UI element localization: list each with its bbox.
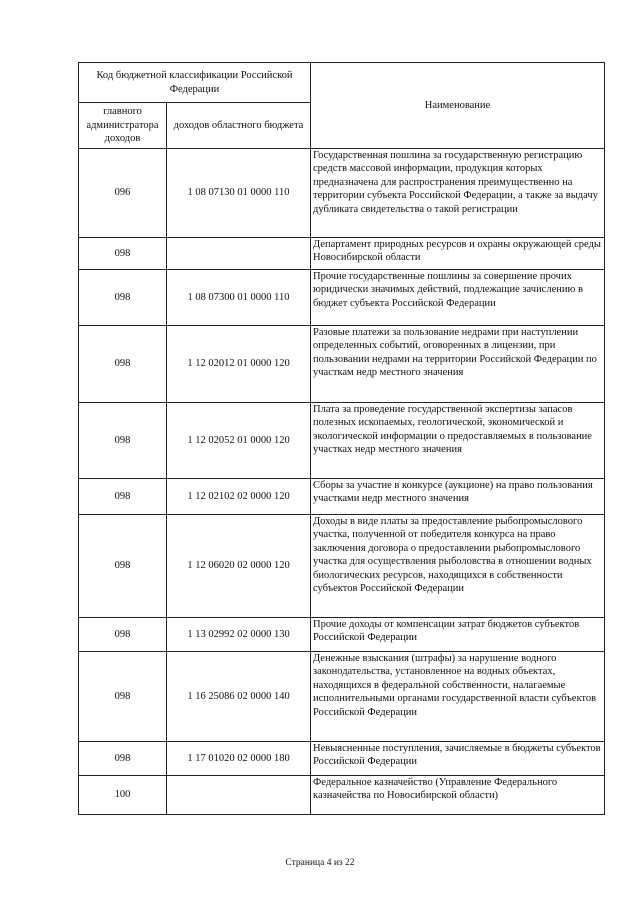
table-row <box>79 149 605 238</box>
table-row <box>79 776 605 815</box>
income-code-cell: 1 08 07130 01 0000 110 <box>167 149 311 238</box>
admin-code-cell: 098 <box>79 652 167 742</box>
income-code-cell <box>167 776 311 815</box>
header-name-column: Наименование <box>311 63 605 149</box>
name-cell: Невыясненные поступления, зачисляемые в бюджеты субъектов Российской Федерации <box>311 742 605 776</box>
admin-code-cell: 098 <box>79 618 167 652</box>
income-code-cell: 1 12 02052 01 0000 120 <box>167 403 311 479</box>
income-code-cell: 1 12 06020 02 0000 120 <box>167 515 311 618</box>
table-row <box>79 742 605 776</box>
table-row <box>79 652 605 742</box>
admin-code-cell: 098 <box>79 742 167 776</box>
name-cell: Департамент природных ресурсов и охраны окружающей среды Новосибирской области <box>311 238 605 270</box>
name-cell: Доходы в виде платы за предоставление рыбопромыслового участка, полученной от победителя конкурса на право заключения договора о предоставлении рыбопромыслового участка для осуществления рыболовства в отношении водных биологических ресурсов, находящихся в собственности субъектов Российской Федерации <box>311 515 605 618</box>
name-cell: Сборы за участие в конкурсе (аукционе) на право пользования участками недр местного значения <box>311 479 605 515</box>
header-code-group: Код бюджетной классификации Российской Федерации <box>79 63 311 103</box>
admin-code-cell: 098 <box>79 238 167 270</box>
budget-classification-table <box>78 62 605 815</box>
admin-code-cell: 098 <box>79 270 167 326</box>
table-row <box>79 515 605 618</box>
income-code-cell: 1 08 07300 01 0000 110 <box>167 270 311 326</box>
admin-code-cell: 100 <box>79 776 167 815</box>
admin-code-cell: 098 <box>79 479 167 515</box>
name-cell: Федеральное казначейство (Управление Федерального казначейства по Новосибирской области) <box>311 776 605 815</box>
admin-code-cell: 098 <box>79 403 167 479</box>
admin-code-cell: 098 <box>79 515 167 618</box>
header-income-column: доходов областного бюджета <box>167 103 311 149</box>
name-cell: Денежные взыскания (штрафы) за нарушение водного законодательства, установленное на водных объектах, находящихся в федеральной собственности, налагаемые исполнительными органами государственной власти субъектов Российской Федерации <box>311 652 605 742</box>
table-row <box>79 403 605 479</box>
table-row <box>79 326 605 403</box>
admin-code-cell: 096 <box>79 149 167 238</box>
table-row <box>79 270 605 326</box>
income-code-cell: 1 12 02012 01 0000 120 <box>167 326 311 403</box>
table-row <box>79 479 605 515</box>
name-cell: Государственная пошлина за государственную регистрацию средств массовой информации, продукция которых предназначена для распространения преимущественно на территории субъекта Российской Федерации, а также за выдачу дубликата свидетельства о такой регистрации <box>311 149 605 238</box>
table-header-row <box>79 63 605 103</box>
income-code-cell: 1 16 25086 02 0000 140 <box>167 652 311 742</box>
admin-code-cell: 098 <box>79 326 167 403</box>
name-cell: Прочие доходы от компенсации затрат бюджетов субъектов Российской Федерации <box>311 618 605 652</box>
table-row <box>79 238 605 270</box>
name-cell: Плата за проведение государственной экспертизы запасов полезных ископаемых, геологической, экономической и экологической информации о предоставляемых в пользование участках недр местного значения <box>311 403 605 479</box>
name-cell: Прочие государственные пошлины за совершение прочих юридически значимых действий, подлежащие зачислению в бюджет субъекта Российской Федерации <box>311 270 605 326</box>
income-code-cell: 1 17 01020 02 0000 180 <box>167 742 311 776</box>
income-code-cell <box>167 238 311 270</box>
page-number: Страница 4 из 22 <box>285 858 355 868</box>
header-admin-column: главного администратора доходов <box>79 103 167 149</box>
income-code-cell: 1 13 02992 02 0000 130 <box>167 618 311 652</box>
table-row <box>79 618 605 652</box>
name-cell: Разовые платежи за пользование недрами при наступлении определенных событий, оговоренных в лицензии, при пользовании недрами на территории Российской Федерации по участкам недр местного значения <box>311 326 605 403</box>
income-code-cell: 1 12 02102 02 0000 120 <box>167 479 311 515</box>
